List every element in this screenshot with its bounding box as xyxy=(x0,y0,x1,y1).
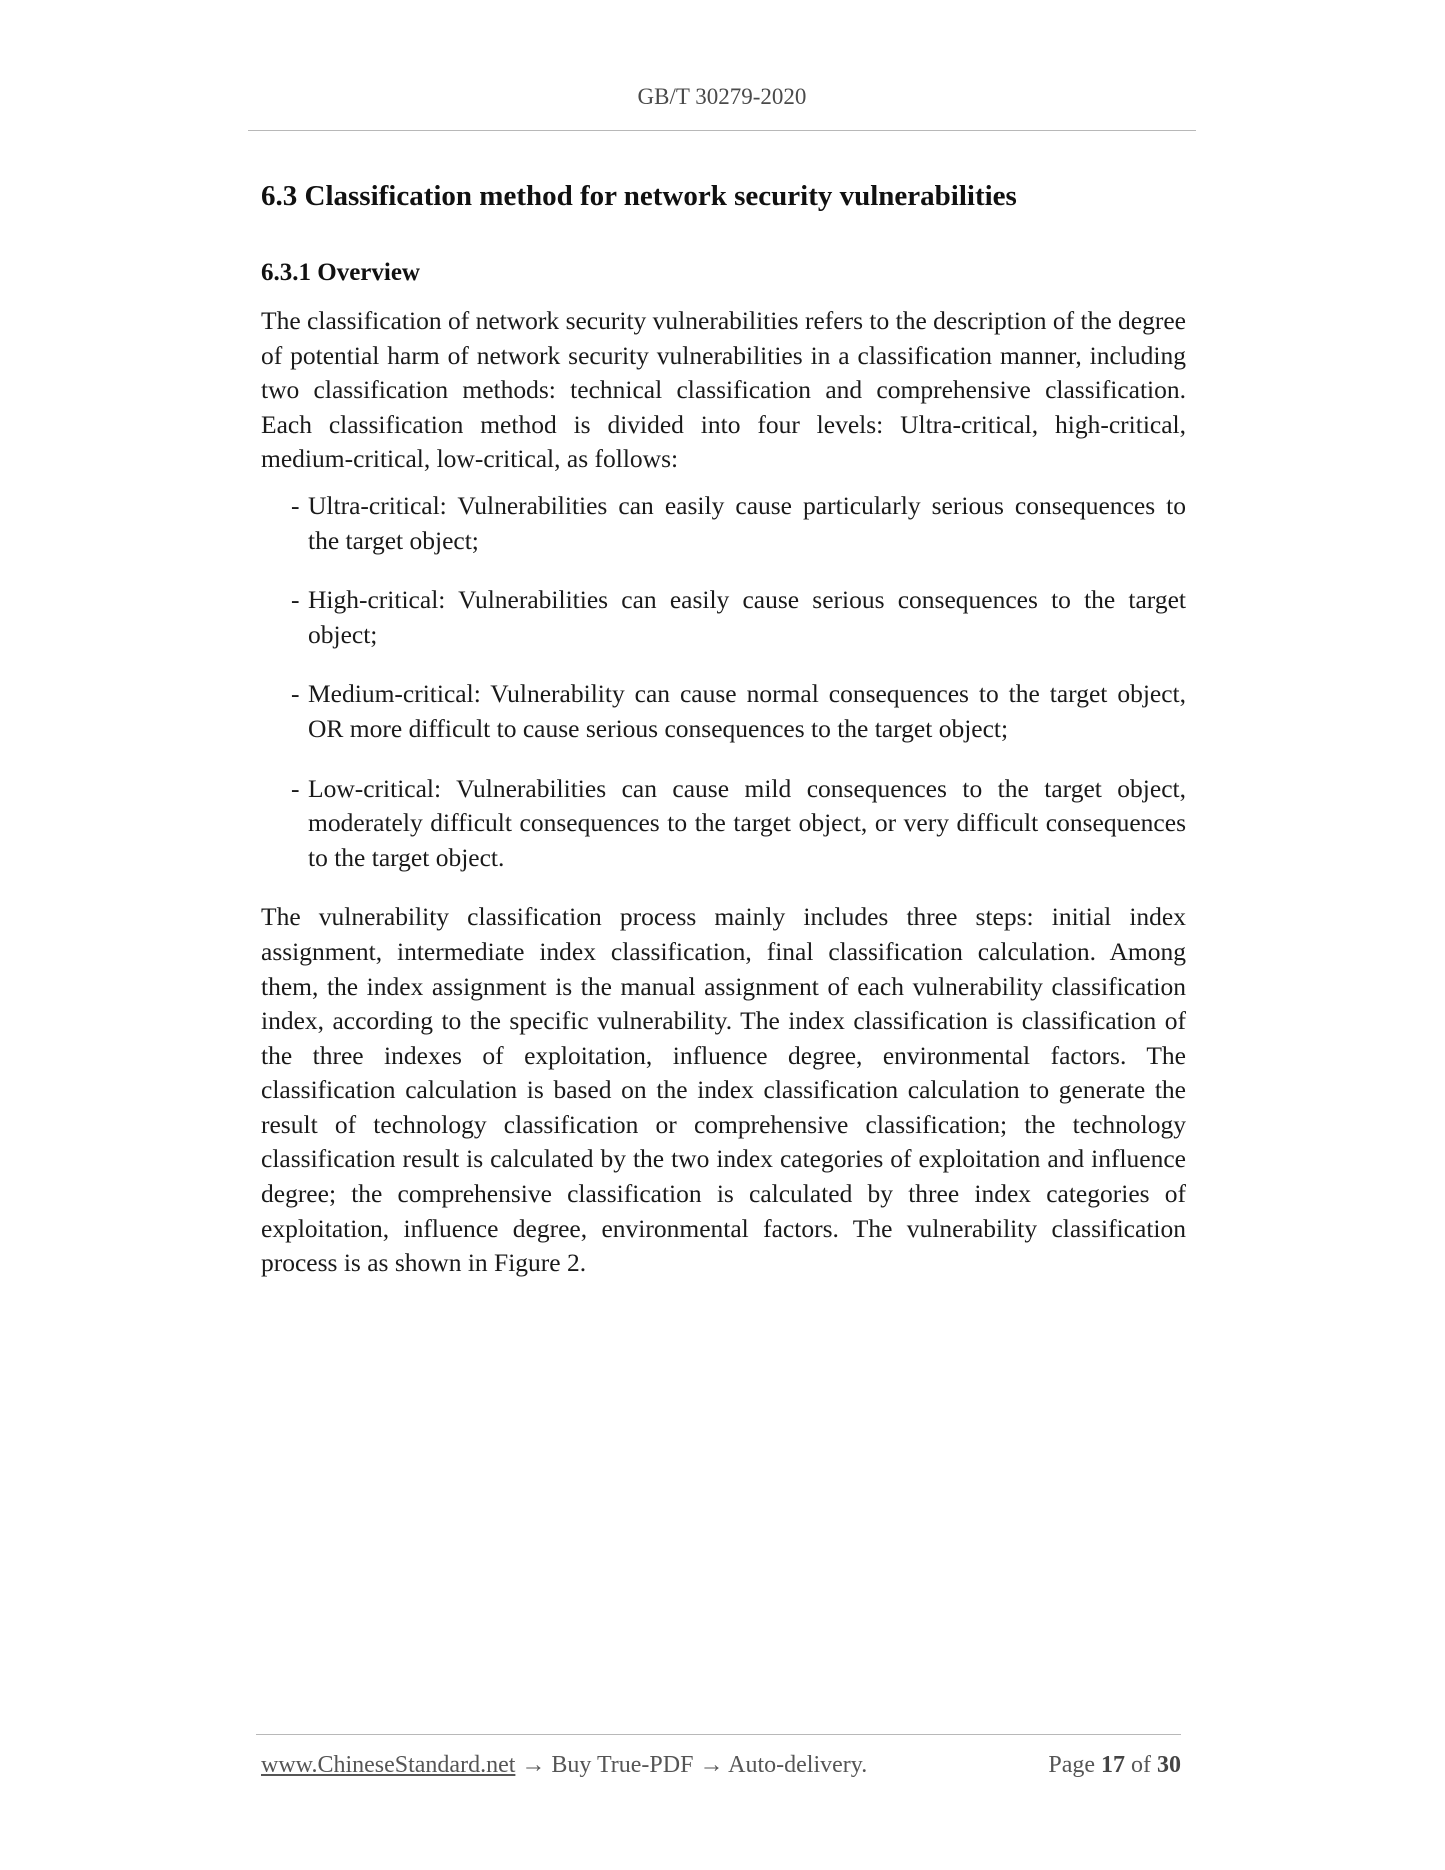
document-id-header: GB/T 30279-2020 xyxy=(637,84,807,109)
page-indicator xyxy=(1048,1752,1181,1779)
list-dash: - xyxy=(291,490,300,520)
list-dash: - xyxy=(291,773,300,803)
list-dash: - xyxy=(291,679,300,709)
page-number: 17 xyxy=(1101,1752,1125,1778)
list-item-text: Low-critical: Vulnerabilities can cause mild consequences to the target object, moderately difficult consequences to the target object, or very difficult consequences to the target object. xyxy=(308,773,1186,872)
list-item xyxy=(261,583,1186,652)
auto-delivery-text: Auto-delivery. xyxy=(728,1752,868,1778)
list-item-text: High-critical: Vulnerabilities can easily cause serious consequences to the target object; xyxy=(308,585,1186,649)
footer-promo xyxy=(261,1752,867,1779)
total-pages: 30 xyxy=(1157,1752,1181,1778)
list-item-text: Ultra-critical: Vulnerabilities can easily cause particularly serious consequences to the target object; xyxy=(308,490,1186,555)
list-dash: - xyxy=(291,585,300,615)
section-title: 6.3 Classification method for network security vulnerabilities xyxy=(261,180,1017,212)
criticality-level-list xyxy=(261,489,1186,875)
process-paragraph: The vulnerability classification process mainly includes three steps: initial index assignment, intermediate index classification, final classification calculation. Among them, the index assignment is the manual assignment of each vulnerability classification index, according to the specific vulnerability. The index classification is classification of the three indexes of exploitation, influence degree, environmental factors. The classification calculation is based on the index classification calculation to generate the result of technology classification or comprehensive classification; the technology classification result is calculated by the two index categories of exploitation and influence degree; the comprehensive classification is calculated by three index categories of exploitation, influence degree, environmental factors. The vulnerability classification process is as shown in Figure 2. xyxy=(261,902,1186,1278)
page-content xyxy=(261,176,1186,1281)
subsection-title: 6.3.1 Overview xyxy=(261,259,420,286)
website-link[interactable]: www.ChineseStandard.net xyxy=(261,1752,516,1778)
header-divider xyxy=(248,130,1196,131)
list-item xyxy=(261,489,1186,558)
arrow-right-icon: → xyxy=(699,1752,724,1778)
arrow-right-icon: → xyxy=(521,1752,546,1778)
page-label: Page xyxy=(1048,1752,1095,1778)
of-label: of xyxy=(1131,1752,1151,1778)
intro-paragraph: The classification of network security vulnerabilities refers to the description of the degree of potential harm of network security vulnerabilities in a classification manner, including two classification methods: technical classification and comprehensive classification. Each classification method is divided into four levels: Ultra-critical, high-critical, medium-critical, low-critical, as follows: xyxy=(261,306,1186,474)
list-item xyxy=(261,677,1186,746)
buy-pdf-text: Buy True-PDF xyxy=(551,1752,694,1778)
list-item xyxy=(261,772,1186,876)
list-item-text: Medium-critical: Vulnerability can cause normal consequences to the target object, OR more difficult to cause serious consequences to the target object; xyxy=(308,679,1186,743)
footer-divider xyxy=(256,1734,1181,1735)
